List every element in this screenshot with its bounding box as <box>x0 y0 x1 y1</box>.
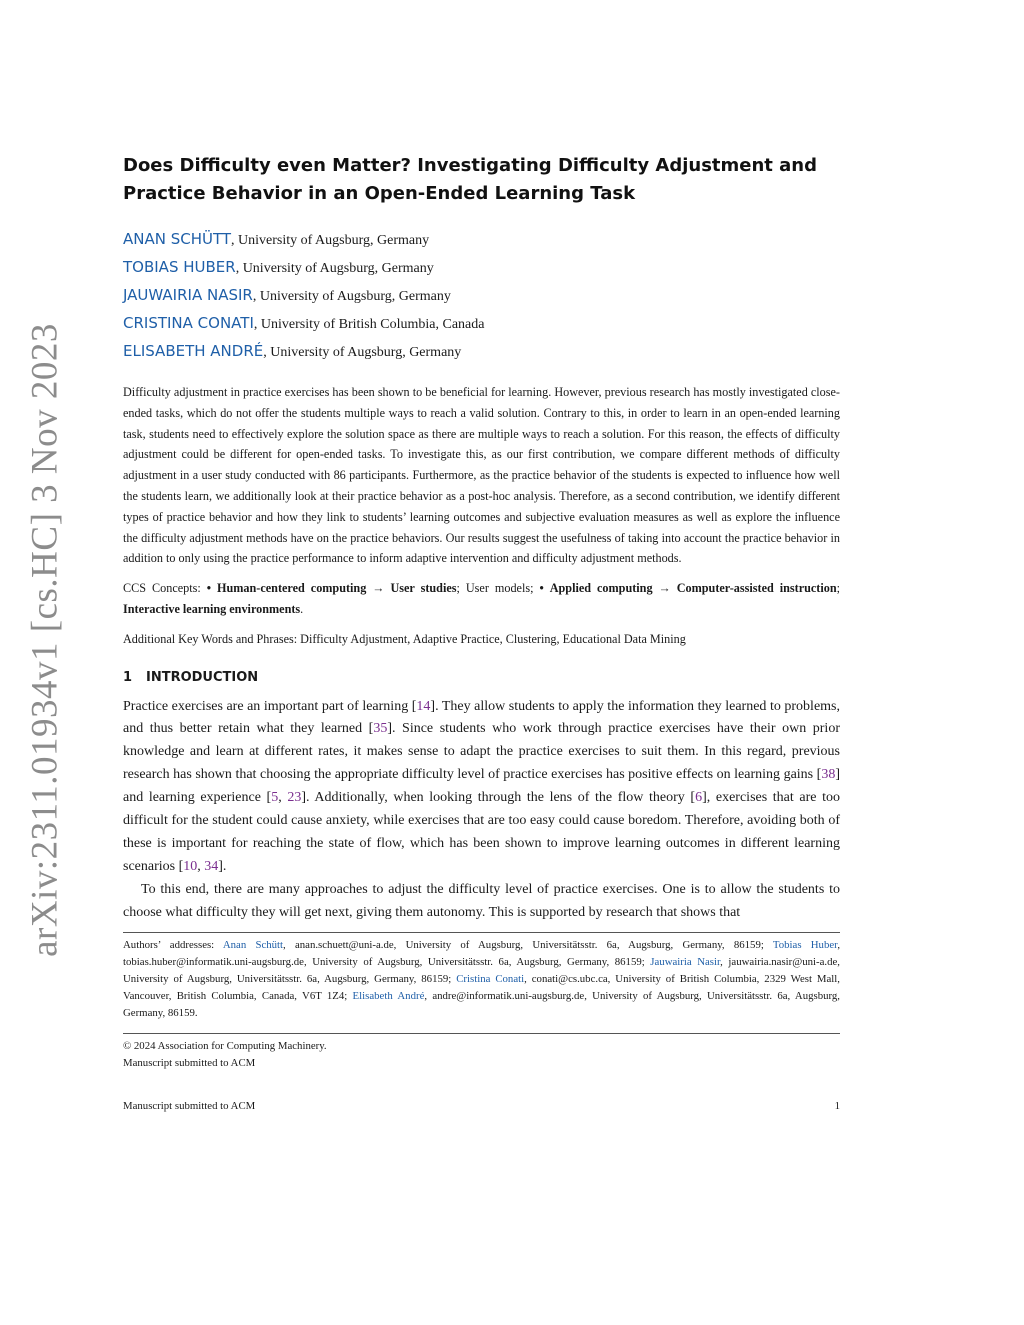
ccs-concept: Computer-assisted instruction <box>676 581 837 596</box>
ccs-end: . <box>300 601 304 616</box>
text-run: ]. <box>218 858 227 874</box>
author-link[interactable]: Elisabeth André <box>352 990 425 1003</box>
ccs-separator: ; <box>836 581 841 596</box>
author-affiliation: , University of Augsburg, Germany <box>263 345 462 360</box>
submission-note: Manuscript submitted to ACM <box>123 1056 256 1069</box>
text-run: ] and learning experience [ <box>123 767 840 806</box>
ccs-concept: Applied computing <box>549 581 653 596</box>
introduction-body <box>123 696 840 925</box>
citation-link[interactable]: 34 <box>204 858 219 874</box>
paper-page <box>123 152 840 1072</box>
abstract: Difficulty adjustment in practice exercises has been shown to be beneficial for learning. However, previous research has mostly investigated close-ended tasks, which do not offer the students multiple ways to reach a valid solution. Contrary to this, in order to learn in an open-ended learning task, students need to effectively explore the solution space as there are multiple ways to reach a solution. For this reason, the effects of difficulty adjustment could be different for open-ended tasks. To investigate this, as our first contribution, we compare different methods of difficulty adjustment in a user study conducted with 86 participants. Furthermore, as the practice behavior of the students is expected to influence how well the students learn, we additionally look at their practice behavior as a post-hoc analysis. Therefore, as a second contribution, we identify different types of practice behavior and how they link to students’ learning outcomes and subjective evaluation measures as well as explore the influence the difficulty adjustment methods have on the practice behaviors. Our results suggest the usefulness of taking into account the practice behavior in addition to only using the practice performance to inform adaptive intervention and difficulty adjustment methods. <box>123 385 840 566</box>
text-run: , andre@informatik.uni-augsburg.de, University of Augsburg, Universitätsstr. 6a, Augsburg, Germany, 86159. <box>123 990 840 1020</box>
author-affiliation: , University of Augsburg, Germany <box>252 289 451 304</box>
ccs-bullet: • <box>206 581 212 596</box>
citation-link[interactable]: 35 <box>373 721 388 737</box>
text-run: Authors’ addresses: <box>123 938 223 951</box>
text-run: , jauwairia.nasir@uni-a.de, University of Augsburg, Universitätsstr. 6a, Augsburg, Germany, 86159; <box>123 955 840 986</box>
text-run: ]. Additionally, when looking through the lens of the flow theory [ <box>301 790 696 806</box>
text-run: , conati@cs.ubc.ca, University of British Columbia, 2329 West Mall, Vancouver, British Columbia, Canada, V6T 1Z4; <box>123 973 840 1003</box>
text-run: , <box>278 790 288 806</box>
ccs-label: CCS Concepts: <box>123 581 207 596</box>
text-run: , anan.schuett@uni-a.de, University of Augsburg, Universitätsstr. 6a, Augsburg, Germany, 86159; <box>283 938 773 951</box>
author-entry <box>123 254 840 282</box>
ccs-concept: User studies <box>390 581 457 596</box>
text-run: , <box>197 858 205 874</box>
ccs-concept: Human-centered computing <box>217 581 367 596</box>
arxiv-identifier: arXiv:2311.01934v1 [cs.HC] 3 Nov 2023 <box>24 323 66 957</box>
section-number: 1 <box>123 669 133 685</box>
ccs-concepts <box>123 578 840 620</box>
keywords: Additional Key Words and Phrases: Difficulty Adjustment, Adaptive Practice, Clustering, Educational Data Mining <box>123 631 686 646</box>
text-run: ], exercises that are too difficult for the student could cause anxiety, while exercises that are too easy could cause boredom. Therefore, avoiding both of these is important for reaching the state of flow, which has been shown to improve learning outcomes in different learning scenarios [ <box>123 790 841 874</box>
citation-link[interactable]: 14 <box>416 698 431 714</box>
footnote-divider <box>123 932 840 933</box>
citation-link[interactable]: 10 <box>183 858 198 874</box>
text-run: ]. They allow students to apply the information they learned to problems, and thus better retain what they learned [ <box>123 698 840 737</box>
author-affiliation: , University of British Columbia, Canada <box>253 317 485 332</box>
author-entry <box>123 282 840 310</box>
paragraph: To this end, there are many approaches to adjust the difficulty level of practice exercises. One is to allow the students to choose what difficulty they will get next, giving them autonomy. This is supported by research that shows that <box>123 881 840 920</box>
arxiv-sidebar <box>0 323 90 957</box>
copyright-block <box>123 1038 840 1072</box>
paragraph <box>123 696 840 879</box>
paper-title: Does Difficulty even Matter? Investigating Difficulty Adjustment and Practice Behavior in an Open-Ended Learning Task <box>123 155 818 204</box>
section-title: INTRODUCTION <box>146 669 259 685</box>
text-run: ]. Since students who work through practice exercises have their own prior knowledge and learn at different rates, it makes sense to adapt the practice exercises to suit them. In this regard, previous research has shown that choosing the appropriate difficulty level of practice exercises has positive effects on learning gains [ <box>123 721 840 783</box>
author-name[interactable]: JAUWAIRIA NASIR <box>123 286 253 304</box>
copyright-notice: © 2024 Association for Computing Machinery. <box>123 1039 327 1052</box>
author-list <box>123 226 840 366</box>
author-name[interactable]: ANAN SCHÜTT <box>123 230 232 248</box>
author-entry <box>123 338 840 366</box>
ccs-concept: Interactive learning environments <box>123 601 301 616</box>
ccs-bullet: • <box>539 581 544 596</box>
author-link[interactable]: Jauwairia Nasir <box>650 955 721 968</box>
ccs-arrow: → <box>658 581 671 596</box>
author-entry <box>123 226 840 254</box>
text-run: , tobias.huber@informatik.uni-augsburg.de, University of Augsburg, Universitätsstr. 6a, Augsburg, Germany, 86159; <box>123 938 841 968</box>
citation-link[interactable]: 6 <box>695 790 703 806</box>
author-name[interactable]: TOBIAS HUBER <box>123 258 236 276</box>
authors-addresses-footnote <box>123 937 840 1023</box>
author-link[interactable]: Tobias Huber <box>772 938 838 951</box>
citation-link[interactable]: 38 <box>821 767 836 783</box>
citation-link[interactable]: 23 <box>287 790 302 806</box>
footer-left: Manuscript submitted to ACM <box>123 1100 256 1112</box>
section-heading <box>123 668 840 688</box>
page-footer <box>123 1100 840 1112</box>
text-run: Practice exercises are an important part of learning [ <box>123 698 417 714</box>
author-link[interactable]: Anan Schütt <box>222 938 284 951</box>
ccs-text: ; User models; <box>456 581 540 596</box>
author-name[interactable]: ELISABETH ANDRÉ <box>123 342 264 360</box>
author-link[interactable]: Cristina Conati <box>456 973 525 986</box>
copyright-divider <box>123 1033 840 1034</box>
page-number: 1 <box>834 1100 840 1112</box>
citation-link[interactable]: 5 <box>271 790 279 806</box>
ccs-arrow: → <box>372 581 385 596</box>
author-affiliation: , University of Augsburg, Germany <box>231 233 430 248</box>
author-affiliation: , University of Augsburg, Germany <box>235 261 434 276</box>
author-name[interactable]: CRISTINA CONATI <box>123 314 254 332</box>
author-entry <box>123 310 840 338</box>
